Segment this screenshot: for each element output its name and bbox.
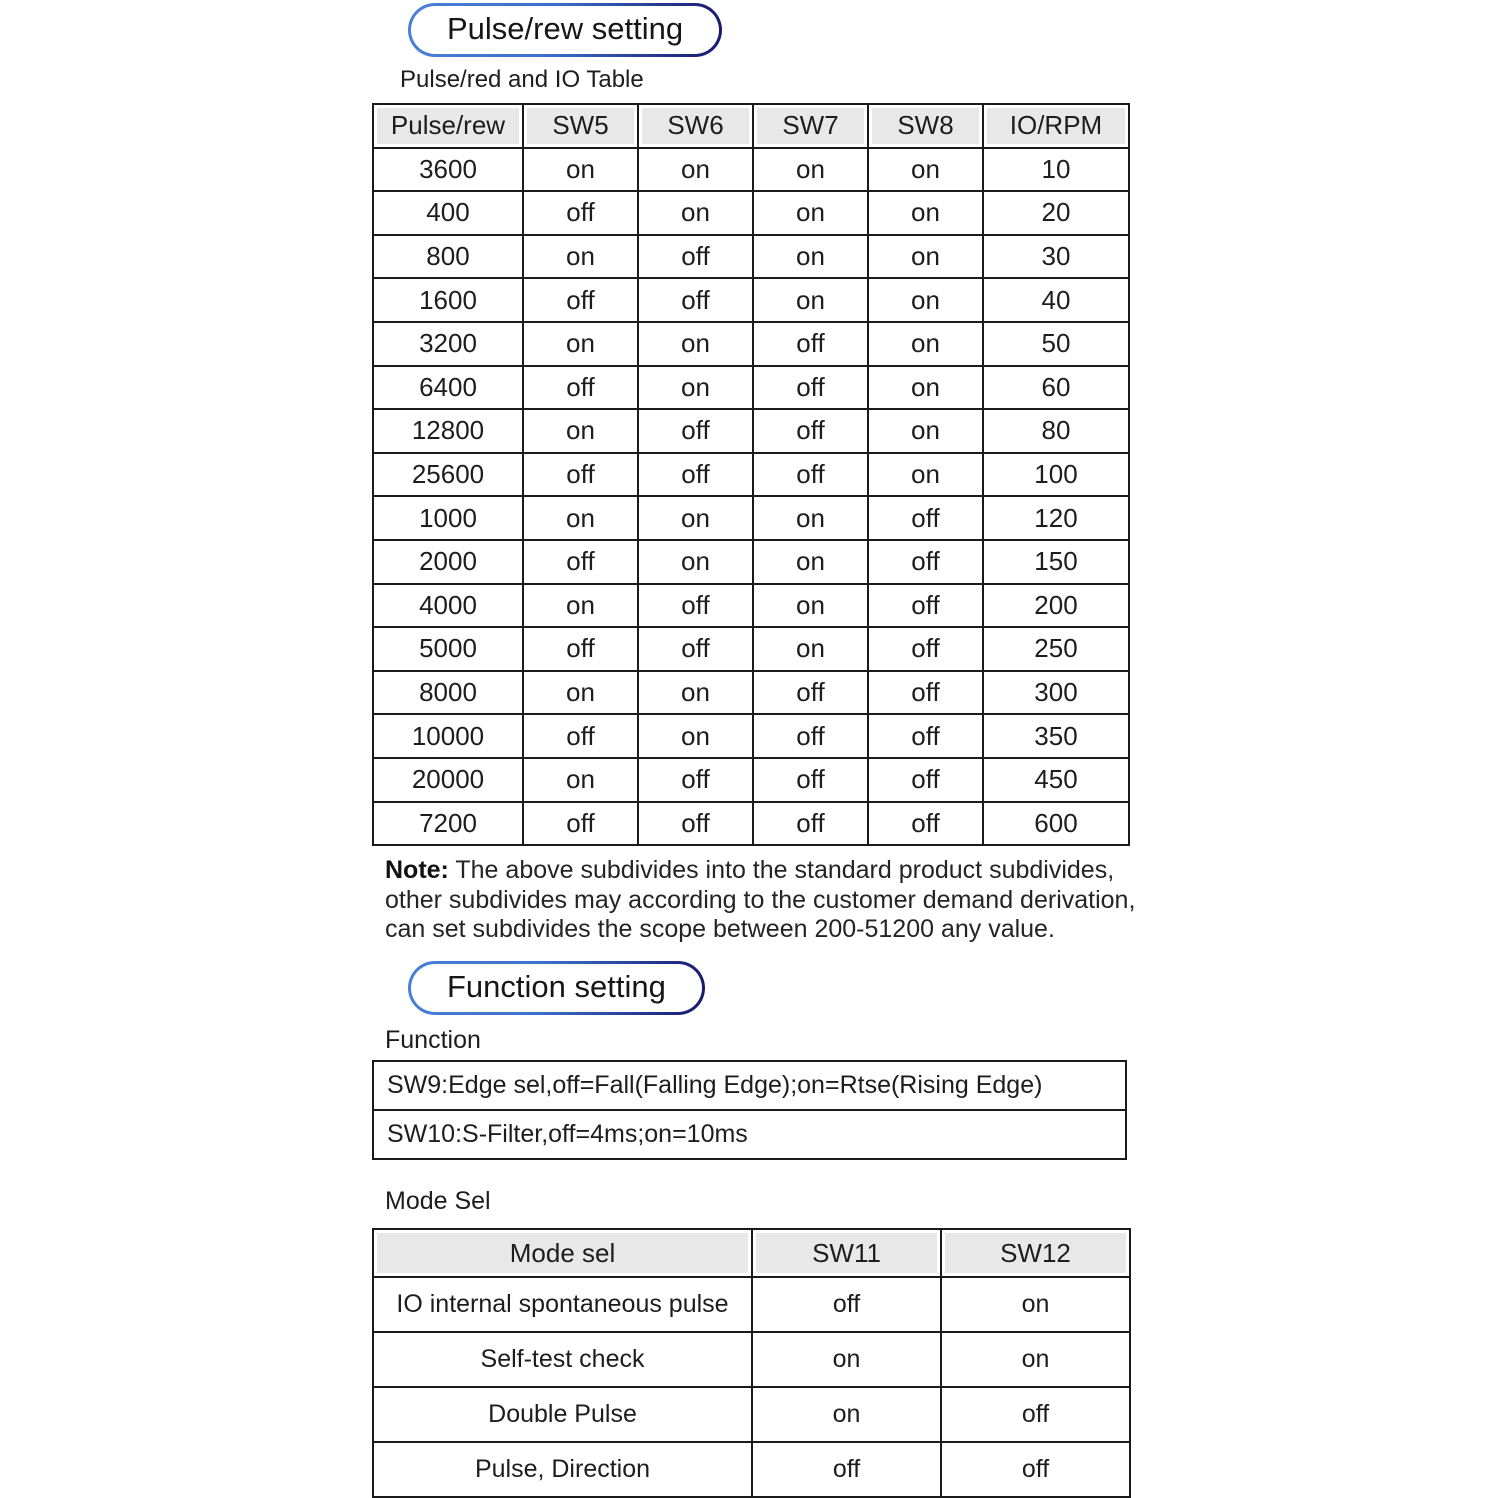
table-cell: off: [753, 453, 868, 497]
table-cell: SW9:Edge sel,off=Fall(Falling Edge);on=Rtse(Rising Edge): [373, 1061, 1126, 1110]
table-cell: on: [753, 148, 868, 192]
table-row: [373, 714, 1129, 758]
table-cell: on: [638, 366, 753, 410]
table-cell: off: [638, 278, 753, 322]
table-cell: on: [868, 322, 983, 366]
table-cell: on: [638, 540, 753, 584]
table-row: [373, 1387, 1130, 1442]
function-caption: Function: [385, 1026, 481, 1054]
table-row: [373, 409, 1129, 453]
column-header-mode-sel: Mode sel: [373, 1229, 752, 1277]
table-cell: 80: [983, 409, 1129, 453]
table-cell: on: [638, 671, 753, 715]
pulse-rew-io-table: [372, 103, 1130, 846]
table-cell: 1600: [373, 278, 523, 322]
mode-sel-caption: Mode Sel: [385, 1187, 491, 1215]
table-cell: 60: [983, 366, 1129, 410]
table-cell: Pulse, Direction: [373, 1442, 752, 1497]
table-cell: off: [868, 584, 983, 628]
table-cell: 7200: [373, 802, 523, 846]
table-row: [373, 1442, 1130, 1497]
table-cell: on: [638, 191, 753, 235]
table-cell: on: [753, 540, 868, 584]
column-header-sw8: SW8: [868, 104, 983, 148]
table-cell: off: [753, 366, 868, 410]
table-row: [373, 191, 1129, 235]
note-line-2: other subdivides may according to the customer demand derivation,: [385, 885, 1136, 914]
table-cell: off: [638, 453, 753, 497]
table-cell: 6400: [373, 366, 523, 410]
table-cell: off: [752, 1277, 941, 1332]
table-cell: off: [868, 627, 983, 671]
table-row: [373, 453, 1129, 497]
function-table: [372, 1060, 1127, 1160]
table-cell: off: [753, 322, 868, 366]
note-line-3: can set subdivides the scope between 200-51200 any value.: [385, 915, 1055, 943]
mode-sel-table: [372, 1228, 1131, 1498]
table-cell: Self-test check: [373, 1332, 752, 1387]
table-cell: 5000: [373, 627, 523, 671]
table-cell: 30: [983, 235, 1129, 279]
table-cell: on: [523, 235, 638, 279]
table-cell: off: [638, 627, 753, 671]
table-row: [373, 235, 1129, 279]
table-cell: off: [638, 235, 753, 279]
table-cell: off: [868, 714, 983, 758]
table-cell: 2000: [373, 540, 523, 584]
table-cell: 250: [983, 627, 1129, 671]
table-cell: 150: [983, 540, 1129, 584]
table-row: [373, 802, 1129, 846]
table-cell: on: [638, 322, 753, 366]
function-setting-badge: [408, 961, 705, 1015]
table-cell: on: [523, 671, 638, 715]
table-cell: off: [753, 409, 868, 453]
table-cell: on: [868, 366, 983, 410]
table-cell: 20: [983, 191, 1129, 235]
table-row: [373, 1277, 1130, 1332]
table-cell: on: [868, 235, 983, 279]
table-row: [373, 584, 1129, 628]
table-cell: 10: [983, 148, 1129, 192]
table-cell: on: [753, 235, 868, 279]
table-cell: off: [752, 1442, 941, 1497]
table-cell: off: [868, 758, 983, 802]
table-cell: on: [638, 714, 753, 758]
table-cell: on: [523, 496, 638, 540]
table-cell: 200: [983, 584, 1129, 628]
table-cell: 450: [983, 758, 1129, 802]
table-cell: 100: [983, 453, 1129, 497]
table-cell: off: [868, 496, 983, 540]
table-cell: on: [753, 584, 868, 628]
table-cell: off: [638, 802, 753, 846]
table-cell: 350: [983, 714, 1129, 758]
table-row: [373, 758, 1129, 802]
note-line-1: The above subdivides into the standard product subdivides,: [448, 856, 1115, 884]
table-cell: on: [753, 191, 868, 235]
table-cell: on: [941, 1277, 1130, 1332]
table-cell: on: [638, 496, 753, 540]
mode-table-body: [373, 1277, 1130, 1497]
table-header-row: [373, 1229, 1130, 1277]
table-cell: 400: [373, 191, 523, 235]
table-cell: on: [752, 1387, 941, 1442]
table-cell: on: [753, 496, 868, 540]
table-cell: IO internal spontaneous pulse: [373, 1277, 752, 1332]
table-cell: Double Pulse: [373, 1387, 752, 1442]
table-cell: on: [523, 322, 638, 366]
column-header-io-rpm: IO/RPM: [983, 104, 1129, 148]
table-row: [373, 1110, 1126, 1159]
function-table-body: [373, 1061, 1126, 1159]
pulse-table-body: [373, 148, 1129, 846]
table-cell: off: [753, 671, 868, 715]
table-cell: 600: [983, 802, 1129, 846]
table-cell: off: [638, 409, 753, 453]
table-cell: off: [523, 714, 638, 758]
column-header-sw7: SW7: [753, 104, 868, 148]
table-row: [373, 278, 1129, 322]
table-cell: off: [523, 191, 638, 235]
table-cell: on: [752, 1332, 941, 1387]
table-row: [373, 1332, 1130, 1387]
table-cell: off: [523, 453, 638, 497]
table-cell: 40: [983, 278, 1129, 322]
function-setting-title: Function setting: [411, 964, 702, 1012]
table-cell: SW10:S-Filter,off=4ms;on=10ms: [373, 1110, 1126, 1159]
table-cell: on: [523, 758, 638, 802]
table-row: [373, 540, 1129, 584]
table-cell: 300: [983, 671, 1129, 715]
table-cell: off: [868, 671, 983, 715]
table-cell: 4000: [373, 584, 523, 628]
table-cell: off: [638, 584, 753, 628]
pulse-table-caption: Pulse/red and IO Table: [400, 66, 644, 93]
table-cell: off: [523, 802, 638, 846]
column-header-sw12: SW12: [941, 1229, 1130, 1277]
table-row: [373, 148, 1129, 192]
column-header-sw11: SW11: [752, 1229, 941, 1277]
table-cell: 1000: [373, 496, 523, 540]
table-cell: off: [941, 1387, 1130, 1442]
table-row: [373, 671, 1129, 715]
table-row: [373, 366, 1129, 410]
note-paragraph: [385, 856, 1175, 945]
column-header-sw5: SW5: [523, 104, 638, 148]
table-cell: on: [868, 191, 983, 235]
table-cell: 3600: [373, 148, 523, 192]
table-cell: 20000: [373, 758, 523, 802]
pulse-rew-setting-badge: [408, 3, 722, 57]
table-cell: 25600: [373, 453, 523, 497]
table-cell: off: [753, 802, 868, 846]
table-row: [373, 496, 1129, 540]
table-cell: 10000: [373, 714, 523, 758]
table-cell: off: [753, 714, 868, 758]
table-cell: off: [523, 366, 638, 410]
table-cell: on: [941, 1332, 1130, 1387]
table-row: [373, 322, 1129, 366]
table-row: [373, 1061, 1126, 1110]
table-cell: 12800: [373, 409, 523, 453]
column-header-pulse-rew: Pulse/rew: [373, 104, 523, 148]
table-cell: on: [753, 278, 868, 322]
table-cell: off: [638, 758, 753, 802]
table-cell: 800: [373, 235, 523, 279]
table-cell: off: [868, 540, 983, 584]
table-cell: off: [523, 627, 638, 671]
table-cell: on: [753, 627, 868, 671]
table-cell: on: [868, 409, 983, 453]
table-cell: off: [753, 758, 868, 802]
pulse-table-header: [373, 104, 1129, 148]
table-cell: off: [868, 802, 983, 846]
table-row: [373, 627, 1129, 671]
table-cell: off: [523, 278, 638, 322]
table-cell: 3200: [373, 322, 523, 366]
table-cell: on: [868, 148, 983, 192]
table-cell: 50: [983, 322, 1129, 366]
mode-table-header: [373, 1229, 1130, 1277]
table-cell: 8000: [373, 671, 523, 715]
table-cell: off: [941, 1442, 1130, 1497]
table-header-row: [373, 104, 1129, 148]
table-cell: on: [868, 278, 983, 322]
table-cell: on: [523, 409, 638, 453]
table-cell: on: [523, 584, 638, 628]
table-cell: on: [868, 453, 983, 497]
table-cell: on: [523, 148, 638, 192]
table-cell: on: [638, 148, 753, 192]
column-header-sw6: SW6: [638, 104, 753, 148]
table-cell: off: [523, 540, 638, 584]
table-cell: 120: [983, 496, 1129, 540]
pulse-rew-setting-title: Pulse/rew setting: [411, 6, 719, 54]
note-label: Note:: [385, 856, 449, 884]
